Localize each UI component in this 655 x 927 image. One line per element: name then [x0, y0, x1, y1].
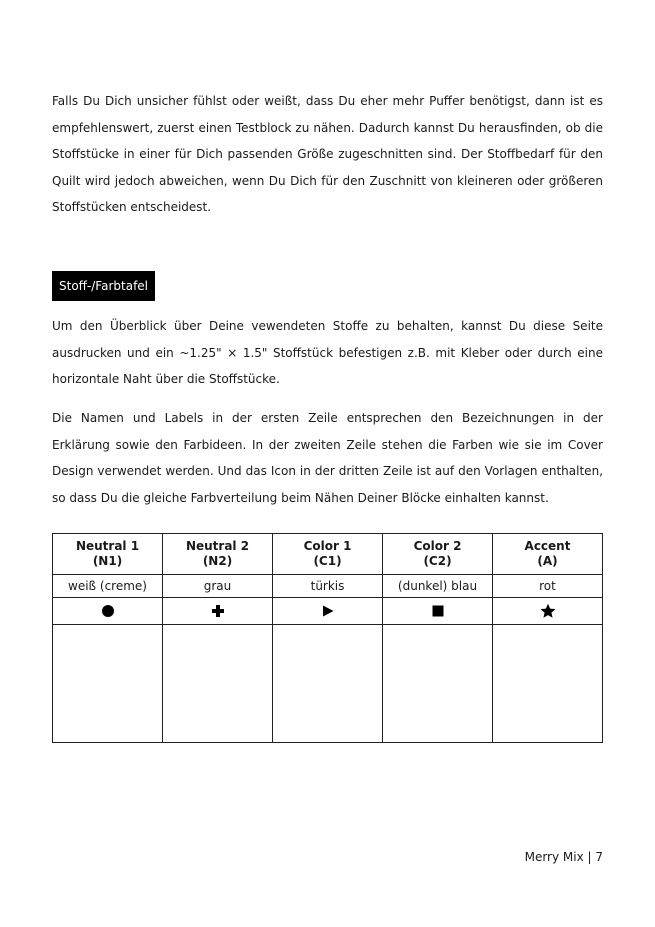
explanation-paragraph: Die Namen und Labels in der ersten Zeile entsprechen den Bezeichnungen in der Erklärung sowie den Farbideen. In der zweiten Zeile stehen die Farben wie sie im Cover Design verwendet werden. Und das Icon in der dritten Zeile ist auf den Vorlagen enthalten, so dass Du die gleiche Farbverteilung beim Nähen Deiner Blöcke einhalten kannst. — [52, 411, 603, 505]
column-label: (C1) — [313, 554, 342, 568]
column-label: (N2) — [202, 554, 233, 568]
swatch-cell — [273, 625, 383, 743]
plus-icon — [211, 604, 225, 618]
column-label: (C2) — [423, 554, 452, 568]
icon-row — [53, 598, 603, 625]
header-cell-n1 — [53, 534, 163, 575]
color-cell: türkis — [273, 575, 383, 598]
column-label: (A) — [537, 554, 558, 568]
icon-cell — [53, 598, 163, 625]
column-label: (N1) — [92, 554, 123, 568]
square-icon — [431, 604, 445, 618]
color-cell: (dunkel) blau — [383, 575, 493, 598]
swatch-row — [53, 625, 603, 743]
header-cell-c2 — [383, 534, 493, 575]
fabric-color-table — [52, 533, 603, 743]
icon-cell — [273, 598, 383, 625]
intro-paragraph: Falls Du Dich unsicher fühlst oder weißt, dass Du eher mehr Puffer benötigst, dann ist es empfehlenswert, zuerst einen Testblock zu nähen. Dadurch kannst Du herausfinden, ob die Stoffstücke in einer für Dich passenden Größe zugeschnitten sind. Der Stoffbedarf für den Quilt wird jedoch abweichen, wenn Du Dich für den Zuschnitt von kleineren oder größeren Stoffstücken entscheidest. — [52, 94, 603, 214]
instructions-paragraph: Um den Überblick über Deine vewendeten Stoffe zu behalten, kannst Du diese Seite ausdrucken und ein ~1.25" × 1.5" Stoffstück befestigen z.B. mit Kleber oder durch eine horizontale Naht über die Stoffstücke. — [52, 319, 603, 386]
header-cell-c1 — [273, 534, 383, 575]
swatch-cell — [163, 625, 273, 743]
header-cell-a — [493, 534, 603, 575]
triangle-icon — [321, 604, 335, 618]
icon-cell — [493, 598, 603, 625]
column-name: Neutral 2 — [185, 539, 250, 553]
color-cell: rot — [493, 575, 603, 598]
column-name: Color 1 — [303, 539, 352, 553]
header-cell-n2 — [163, 534, 273, 575]
color-cell: weiß (creme) — [53, 575, 163, 598]
icon-cell — [163, 598, 273, 625]
star-icon — [540, 603, 556, 619]
color-cell: grau — [163, 575, 273, 598]
circle-icon — [101, 604, 115, 618]
page-footer: Merry Mix | 7 — [524, 850, 603, 864]
header-row — [53, 534, 603, 575]
color-row — [53, 575, 603, 598]
icon-cell — [383, 598, 493, 625]
section-heading: Stoff-/Farbtafel — [52, 271, 155, 301]
swatch-cell — [53, 625, 163, 743]
swatch-cell — [383, 625, 493, 743]
column-name: Color 2 — [413, 539, 462, 553]
column-name: Accent — [524, 539, 571, 553]
column-name: Neutral 1 — [75, 539, 140, 553]
swatch-cell — [493, 625, 603, 743]
